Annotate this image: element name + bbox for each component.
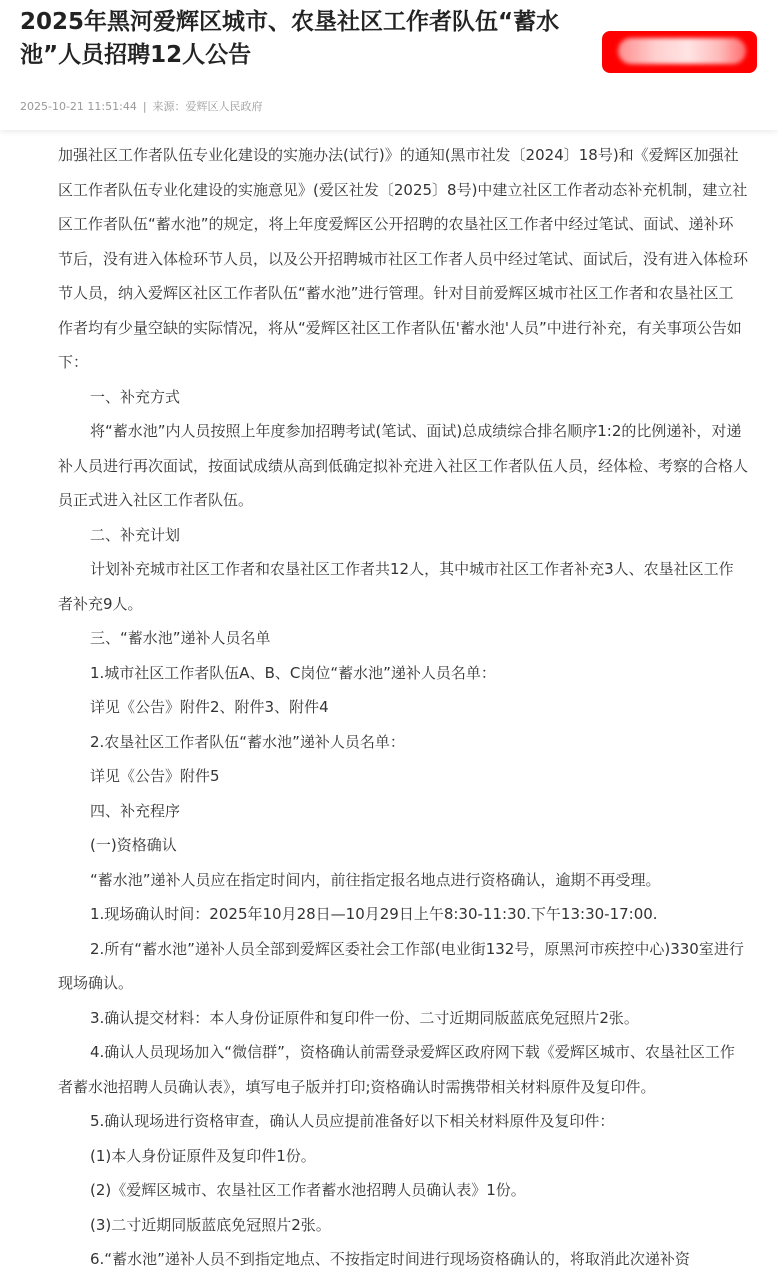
article-source: 来源：爱辉区人民政府 (152, 100, 263, 113)
body-paragraph: 详见《公告》附件5 (90, 767, 220, 785)
body-paragraph: 加强社区工作者队伍专业化建设的实施办法(试行)》的通知(黑市社发〔2024〕18号)和《爱辉区加强社区工作者队伍专业化建设的实施意见》(爱区社发〔2025〕8号)中建立社区工作者动态补充机制，建立社区工作者队伍“蓄水池”的规定，将上年度爱辉区公开招聘的农垦社区工作者中经过笔试、面试、递补环节后，没有进入体检环节人员，以及公开招聘城市社区工作者人员中经过笔试、面试后，没有进入体检环节人员，纳入爱辉区社区工作者队伍“蓄水池”进行管理。针对目前爱辉区城市社区工作者和农垦社区工作者均有少量空缺的实际情况，将从“爱辉区社区工作者队伍'蓄水池'人员”中进行补充，有关事项公告如下： (58, 146, 749, 371)
list-item: (2)《爱辉区城市、农垦社区工作者蓄水池招聘人员确认表》1份。 (90, 1181, 526, 1199)
body-paragraph: 5.确认现场进行资格审查，确认人员应提前准备好以下相关材料原件及复印件： (90, 1112, 615, 1130)
body-paragraph: 4.确认人员现场加入“微信群”，资格确认前需登录爱辉区政府网下载《爱辉区城市、农垦社区工作者蓄水池招聘人员确认表》，填写电子版并打印;资格确认时需携带相关材料原件及复印件。 (58, 1043, 735, 1096)
body-paragraph: 3.确认提交材料：本人身份证原件和复印件一份、二寸近期同版蓝底免冠照片2张。 (90, 1008, 639, 1027)
list-item: (3)二寸近期同版蓝底免冠照片2张。 (90, 1215, 331, 1234)
section-heading: 三、“蓄水池”递补人员名单 (90, 629, 271, 647)
subsection-heading: (一)资格确认 (90, 836, 177, 854)
body-paragraph: 计划补充城市社区工作者和农垦社区工作者共12人，其中城市社区工作者补充3人、农垦社区工作者补充9人。 (58, 560, 734, 613)
list-item: (1)本人身份证原件及复印件1份。 (90, 1146, 316, 1165)
article-title: 2025年黑河爱辉区城市、农垦社区工作者队伍“蓄水池”人员招聘12人公告 (20, 9, 560, 68)
body-paragraph: 1.城市社区工作者队伍A、B、C岗位“蓄水池”递补人员名单： (90, 663, 496, 682)
article-header (0, 0, 778, 130)
body-paragraph: 2.农垦社区工作者队伍“蓄水池”递补人员名单： (90, 732, 405, 751)
redacted-action-button[interactable] (602, 31, 757, 73)
body-paragraph: 详见《公告》附件2、附件3、附件4 (90, 698, 329, 716)
section-heading: 一、补充方式 (90, 387, 181, 406)
meta-separator: | (142, 100, 147, 113)
publish-date: 2025-10-21 11:51:44 (20, 100, 137, 113)
redacted-button-label (618, 38, 746, 64)
body-paragraph: 6.“蓄水池”递补人员不到指定地点、不按指定时间进行现场资格确认的，将取消此次递补资 (90, 1250, 690, 1268)
article-body (58, 138, 748, 1277)
body-paragraph: 2.所有“蓄水池”递补人员全部到爱辉区委社会工作部(电业街132号，原黑河市疾控中心)330室进行现场确认。 (58, 939, 744, 992)
section-heading: 四、补充程序 (90, 801, 181, 820)
body-paragraph: 1.现场确认时间：2025年10月28日—10月29日上午8:30-11:30.下午13:30-17:00. (90, 905, 658, 923)
body-paragraph: “蓄水池”递补人员应在指定时间内，前往指定报名地点进行资格确认，逾期不再受理。 (90, 870, 661, 889)
article-meta (20, 98, 263, 114)
body-paragraph: 将“蓄水池”内人员按照上年度参加招聘考试(笔试、面试)总成绩综合排名顺序1:2的比例递补，对递补人员进行再次面试，按面试成绩从高到低确定拟补充进入社区工作者队伍人员，经体检、考察的合格人员正式进入社区工作者队伍。 (58, 422, 749, 509)
section-heading: 二、补充计划 (90, 525, 181, 544)
